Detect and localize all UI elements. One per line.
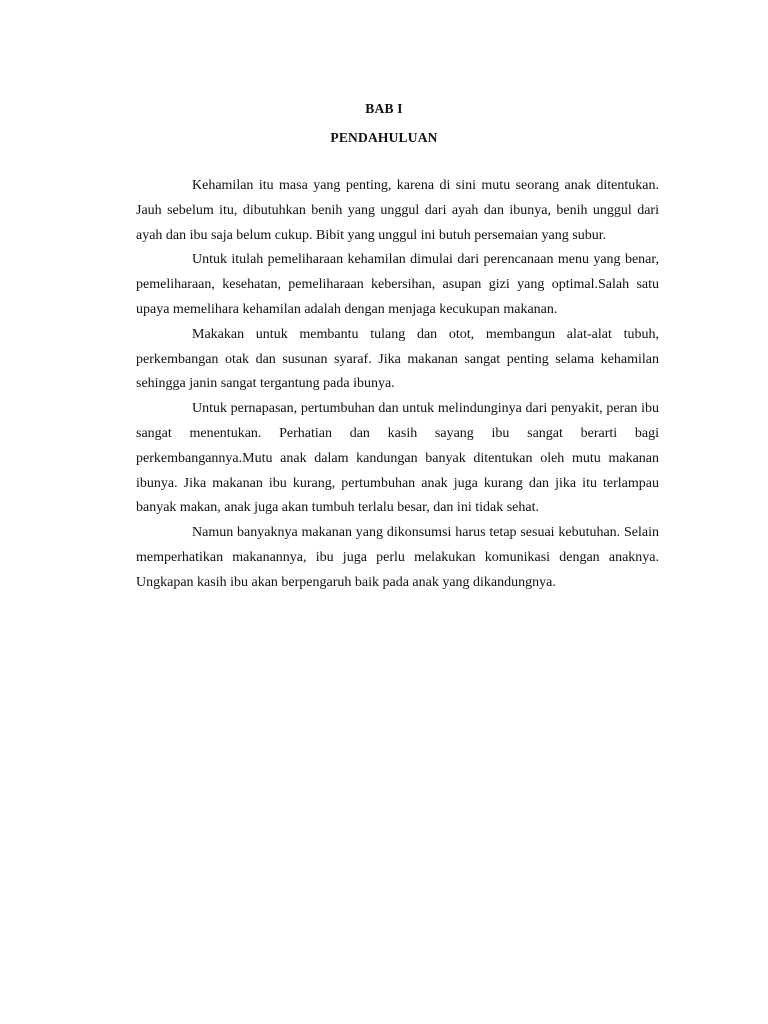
paragraph-1: Kehamilan itu masa yang penting, karena di sini mutu seorang anak ditentukan. Jauh sebelum itu, dibutuhkan benih yang unggul dari ayah dan ibunya, benih unggul dari ayah dan ibu saja belum cukup. Bibit yang unggul ini butuh persemaian yang subur.: [136, 178, 659, 243]
paragraph-5: Namun banyaknya makanan yang dikonsumsi harus tetap sesuai kebutuhan. Selain memperhatikan makanannya, ibu juga perlu melakukan komunikasi dengan anaknya. Ungkapan kasih ibu akan berpengaruh baik pada anak yang dikandungnya.: [136, 525, 659, 590]
paragraph-3: Makakan untuk membantu tulang dan otot, membangun alat-alat tubuh, perkembangan otak dan susunan syaraf. Jika makanan sangat penting selama kehamilan sehingga janin sangat tergantung pada ibunya.: [136, 326, 659, 392]
chapter-title: PENDAHULUAN: [330, 130, 438, 145]
paragraph-4: Untuk pernapasan, pertumbuhan dan untuk melindunginya dari penyakit, peran ibu sangat menentukan. Perhatian dan kasih sayang ibu sangat berarti bagi perkembangannya.Mutu anak dalam kandungan banyak ditentukan oleh mutu makanan ibunya. Jika makanan ibu kurang, pertumbuhan anak juga kurang dan jika itu terlampau banyak makan, anak juga akan tumbuh terlalu besar, dan ini tidak sehat.: [136, 401, 659, 516]
paragraph-2: Untuk itulah pemeliharaan kehamilan dimulai dari perencanaan menu yang benar, pemeliharaan, kesehatan, pemeliharaan kebersihan, asupan gizi yang optimal.Salah satu upaya memelihara kehamilan adalah dengan menjaga kecukupan makanan.: [136, 252, 659, 317]
document-body: [136, 174, 659, 596]
chapter-number: BAB I: [365, 101, 403, 116]
